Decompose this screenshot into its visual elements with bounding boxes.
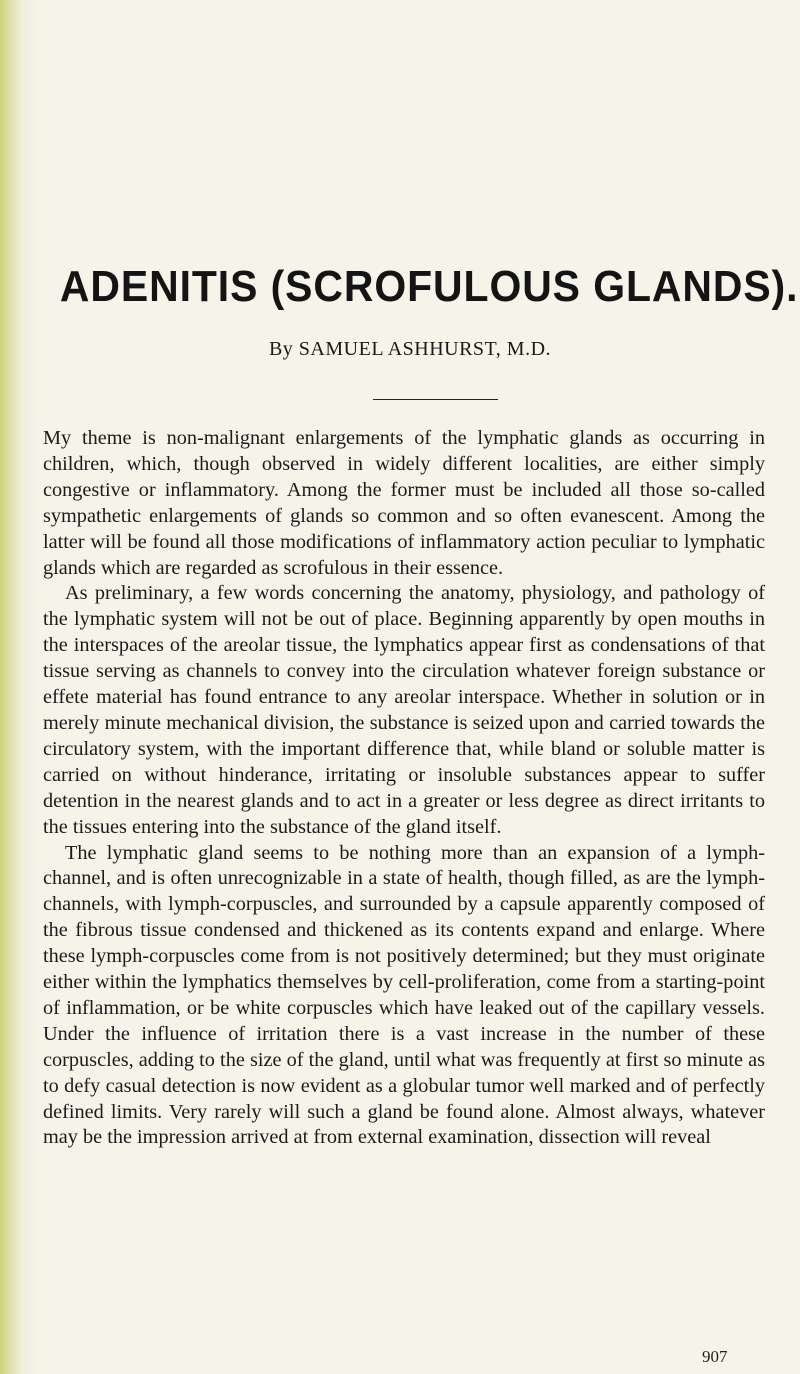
paragraph-1: My theme is non-malignant enlargements of the lymphatic glands as occurring in children, which, though observed in widely different localities, are either simply congestive or inflammatory. Among the former must be included all those so-called sympathetic enlargements of glands so common and so often evanescent. Among the latter will be found all those modifications of inflammatory action peculiar to lymphatic glands which are regarded as scrofulous in their essence. [43, 427, 765, 579]
page-number: 907 [702, 1347, 728, 1366]
author-byline: By SAMUEL ASHHURST, M.D. [268, 338, 552, 360]
article-body [43, 426, 765, 1151]
paragraph-3: The lymphatic gland seems to be nothing more than an expansion of a lymph-channel, and is often unrecognizable in a state of health, though filled, as are the lymph-channels, with lymph-corpuscles, and surrounded by a capsule apparently composed of the fibrous tissue condensed and thickened as its contents expand and enlarge. Where these lymph-corpuscles come from is not positively determined; but they must originate either within the lymphatics themselves by cell-proliferation, come from a starting-point of inflammation, or be white corpuscles which have leaked out of the capillary vessels. Under the influence of irritation there is a vast increase in the number of these corpuscles, adding to the size of the gland, until what was frequently at first so minute as to defy casual detection is now evident as a globular tumor well marked and of perfectly defined limits. Very rarely will such a gland be found alone. Almost always, whatever may be the impression arrived at from external examination, dissection will reveal [43, 841, 765, 1149]
chapter-title: ADENITIS (SCROFULOUS GLANDS). [59, 262, 799, 311]
paragraph-2: As preliminary, a few words concerning the anatomy, physiology, and pathology of the lymphatic system will not be out of place. Beginning apparently by open mouths in the interspaces of the areolar tissue, the lymphatics appear first as condensations of that tissue serving as channels to convey into the circulation whatever foreign substance or effete material has found entrance to any areolar interspace. Whether in solution or in merely minute mechanical division, the substance is seized upon and carried towards the circulatory system, with the important difference that, while bland or soluble matter is carried on without hinderance, irritating or insoluble substances appear to suffer detention in the nearest glands and to act in a greater or less degree as direct irritants to the tissues entering into the substance of the gland itself. [43, 582, 765, 838]
title-divider [373, 399, 498, 400]
